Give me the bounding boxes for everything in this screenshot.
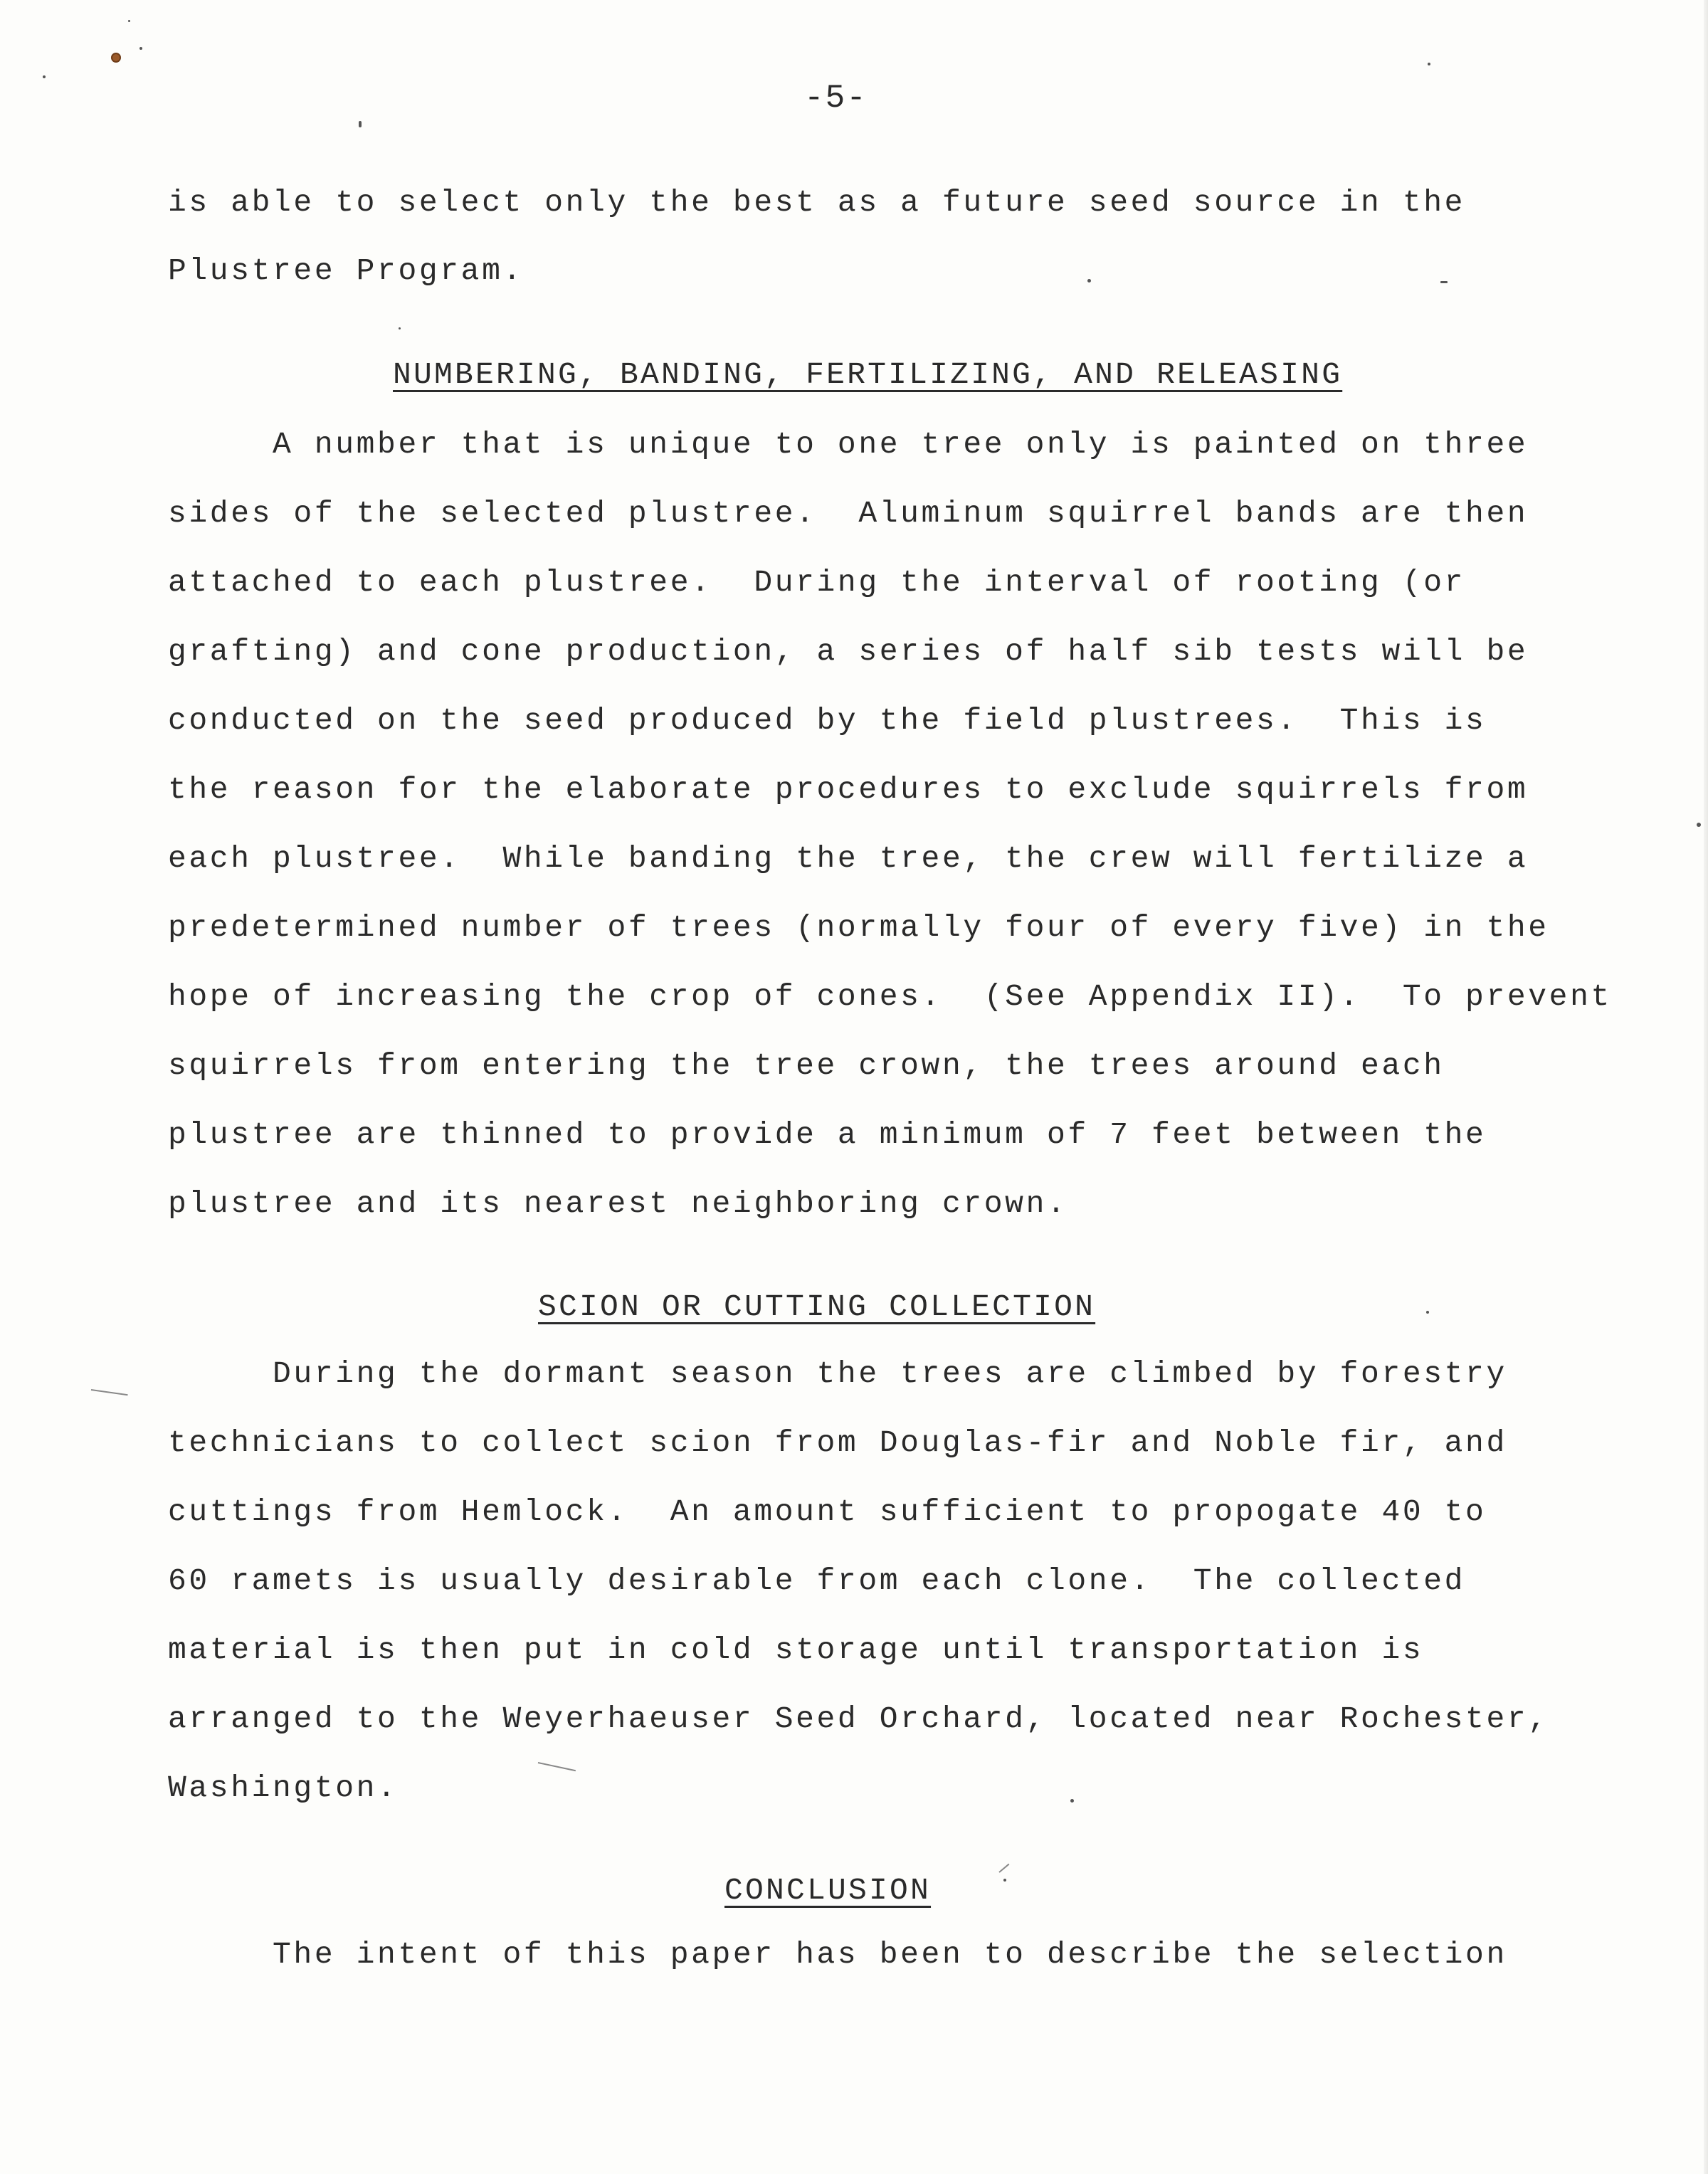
text-line: During the dormant season the trees are climbed by forestry bbox=[168, 1356, 1507, 1391]
scan-speck bbox=[43, 75, 46, 78]
scan-speck bbox=[1426, 1311, 1429, 1314]
scan-speck bbox=[359, 121, 362, 127]
pencil-mark bbox=[998, 1864, 1009, 1873]
text-line: technicians to collect scion from Douglas-fir and Noble fir, and bbox=[168, 1425, 1507, 1460]
scan-speck bbox=[1697, 823, 1701, 827]
page-edge bbox=[1704, 0, 1708, 2174]
text-line: Plustree Program. bbox=[168, 253, 524, 288]
rust-spot bbox=[111, 53, 121, 63]
text-line: conducted on the seed produced by the field plustrees. This is bbox=[168, 703, 1487, 738]
text-line: 60 ramets is usually desirable from each clone. The collected bbox=[168, 1563, 1466, 1598]
scan-speck bbox=[1003, 1879, 1006, 1882]
text-line: the reason for the elaborate procedures to exclude squirrels from bbox=[168, 772, 1529, 807]
text-line: is able to select only the best as a future seed source in the bbox=[168, 185, 1466, 220]
pencil-mark bbox=[91, 1389, 128, 1395]
text-line: A number that is unique to one tree only is painted on three bbox=[168, 427, 1529, 462]
text-line: predetermined number of trees (normally four of every five) in the bbox=[168, 910, 1549, 945]
text-line: plustree and its nearest neighboring crown. bbox=[168, 1186, 1068, 1221]
page-number: -5- bbox=[804, 80, 868, 117]
section-heading: NUMBERING, BANDING, FERTILIZING, AND RELEASING bbox=[393, 357, 1343, 392]
scan-speck bbox=[139, 47, 142, 50]
scan-speck bbox=[1428, 63, 1430, 65]
text-line: squirrels from entering the tree crown, the trees around each bbox=[168, 1048, 1445, 1083]
pencil-mark bbox=[538, 1762, 576, 1771]
text-line: each plustree. While banding the tree, the crew will fertilize a bbox=[168, 841, 1529, 876]
text-line: attached to each plustree. During the interval of rooting (or bbox=[168, 565, 1466, 600]
scan-speck bbox=[399, 327, 401, 329]
scan-speck bbox=[1087, 279, 1091, 283]
scan-speck bbox=[1440, 281, 1448, 283]
section-heading: SCION OR CUTTING COLLECTION bbox=[538, 1289, 1096, 1324]
scan-speck bbox=[128, 20, 130, 22]
text-line: grafting) and cone production, a series of half sib tests will be bbox=[168, 634, 1529, 669]
text-line: Washington. bbox=[168, 1771, 399, 1805]
text-line: cuttings from Hemlock. An amount sufficient to propogate 40 to bbox=[168, 1494, 1487, 1529]
text-line: sides of the selected plustree. Aluminum squirrel bands are then bbox=[168, 496, 1529, 531]
text-line: arranged to the Weyerhaeuser Seed Orchard, located near Rochester, bbox=[168, 1701, 1549, 1736]
scan-speck bbox=[1070, 1799, 1074, 1803]
text-line: plustree are thinned to provide a minimum of 7 feet between the bbox=[168, 1117, 1487, 1152]
text-line: The intent of this paper has been to describe the selection bbox=[168, 1937, 1507, 1972]
section-heading: CONCLUSION bbox=[724, 1873, 932, 1908]
text-line: material is then put in cold storage until transportation is bbox=[168, 1632, 1424, 1667]
text-line: hope of increasing the crop of cones. (See Appendix II). To prevent bbox=[168, 979, 1612, 1014]
